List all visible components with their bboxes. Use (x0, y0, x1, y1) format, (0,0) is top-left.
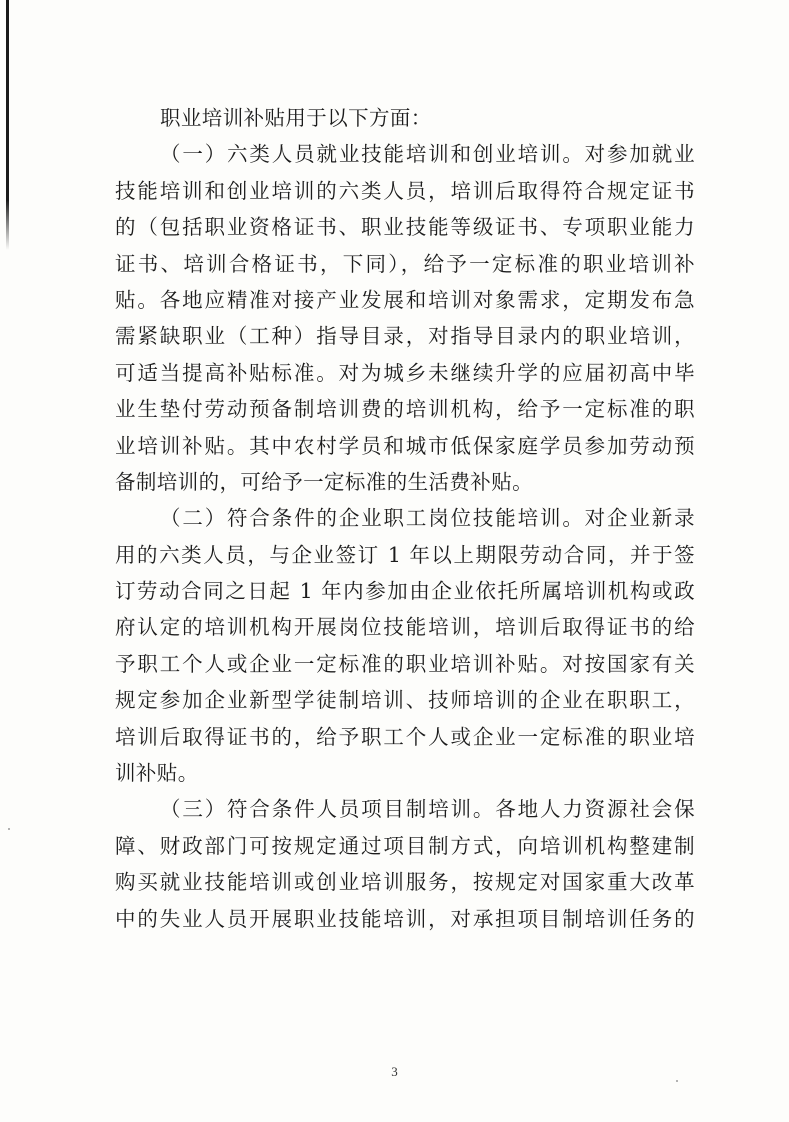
scan-binding-edge (6, 0, 9, 250)
page-number: 3 (391, 1064, 398, 1079)
text-line: 培训后取得证书的，给予职工个人或企业一定标准的职业培 (115, 724, 695, 749)
scan-speck (676, 1080, 678, 1082)
text-line: 府认定的培训机构开展岗位技能培训，培训后取得证书的给 (115, 615, 695, 640)
text-line: 障、财政部门可按规定通过项目制方式，向培训机构整建制 (115, 833, 695, 858)
text-line: 购买就业技能培训或创业培训服务，按规定对国家重大改革 (115, 870, 695, 895)
text-line: 予职工个人或企业一定标准的职业培训补贴。对按国家有关 (115, 651, 695, 676)
text-line: 用的六类人员，与企业签订 1 年以上期限劳动合同，并于签 (115, 542, 695, 567)
text-line: 业生垫付劳动预备制培训费的培训机构，给予一定标准的职 (115, 397, 695, 422)
text-line: 备制培训的，可给予一定标准的生活费补贴。 (115, 469, 533, 494)
text-line: （一）六类人员就业技能培训和创业培训。对参加就业 (160, 142, 695, 167)
text-line: 规定参加企业新型学徒制培训、技师培训的企业在职职工， (115, 688, 695, 713)
text-line: 中的失业人员开展职业技能培训，对承担项目制培训任务的 (115, 906, 695, 931)
text-line: 技能培训和创业培训的六类人员，培训后取得符合规定证书 (115, 178, 695, 203)
text-line: 职业培训补贴用于以下方面： (160, 106, 432, 130)
text-line: 可适当提高补贴标准。对为城乡未继续升学的应届初高中毕 (115, 360, 695, 385)
text-line: 的（包括职业资格证书、职业技能等级证书、专项职业能力 (115, 215, 695, 240)
text-line: 证书、培训合格证书，下同），给予一定标准的职业培训补 (115, 251, 695, 276)
text-line: 业培训补贴。其中农村学员和城市低保家庭学员参加劳动预 (115, 433, 695, 458)
text-line: （二）符合条件的企业职工岗位技能培训。对企业新录 (160, 506, 695, 531)
text-line: 贴。各地应精准对接产业发展和培训对象需求，定期发布急 (115, 287, 695, 312)
scan-speck (8, 828, 10, 830)
text-line: 训补贴。 (115, 761, 199, 786)
text-line: 订劳动合同之日起 1 年内参加由企业依托所属培训机构或政 (115, 579, 695, 604)
text-line: 需紧缺职业（工种）指导目录，对指导目录内的职业培训， (115, 324, 695, 349)
text-line: （三）符合条件人员项目制培训。各地人力资源社会保 (160, 797, 695, 822)
document-body (115, 100, 695, 937)
